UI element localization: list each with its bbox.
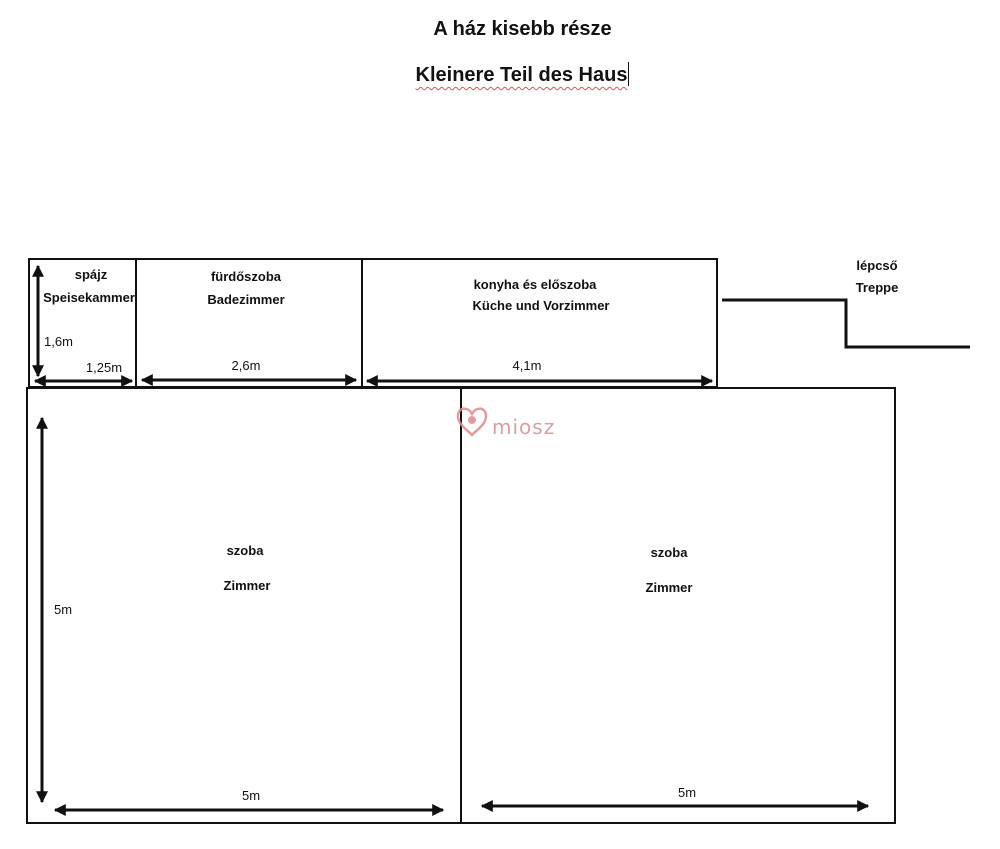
watermark-text: miosz	[492, 415, 556, 439]
right-room-label-hu: szoba	[650, 545, 688, 560]
bathroom-width-label: 2,6m	[231, 358, 261, 373]
kitchen-label-de: Küche und Vorzimmer	[472, 298, 610, 313]
bathroom-label-hu: fürdőszoba	[210, 269, 282, 284]
right-room	[461, 388, 895, 823]
pantry-height-label: 1,6m	[44, 334, 73, 349]
title-hungarian: A ház kisebb része	[433, 18, 612, 40]
pantry-width-label: 1,25m	[85, 360, 123, 375]
left-room-label-de: Zimmer	[223, 578, 271, 593]
left-room-height-label: 5m	[54, 602, 73, 617]
stairs-line	[722, 300, 970, 347]
pantry-label-de: Speisekammer	[43, 290, 135, 305]
bathroom-label-de: Badezimmer	[207, 292, 285, 307]
kitchen-width-label: 4,1m	[512, 358, 542, 373]
right-room-label-de: Zimmer	[645, 580, 693, 595]
kitchen-label-hu: konyha és előszoba	[473, 277, 597, 292]
right-room-width-label: 5m	[677, 785, 697, 800]
stairs-label-de: Treppe	[855, 280, 899, 295]
pantry-label-hu: spájz	[74, 267, 108, 282]
stairs-label-hu: lépcső	[856, 258, 898, 273]
heart-logo-icon	[458, 409, 486, 435]
left-room-width-label: 5m	[241, 788, 261, 803]
left-room-label-hu: szoba	[226, 543, 264, 558]
title-german: Kleinere Teil des Haus	[415, 64, 628, 86]
left-room	[27, 388, 461, 823]
